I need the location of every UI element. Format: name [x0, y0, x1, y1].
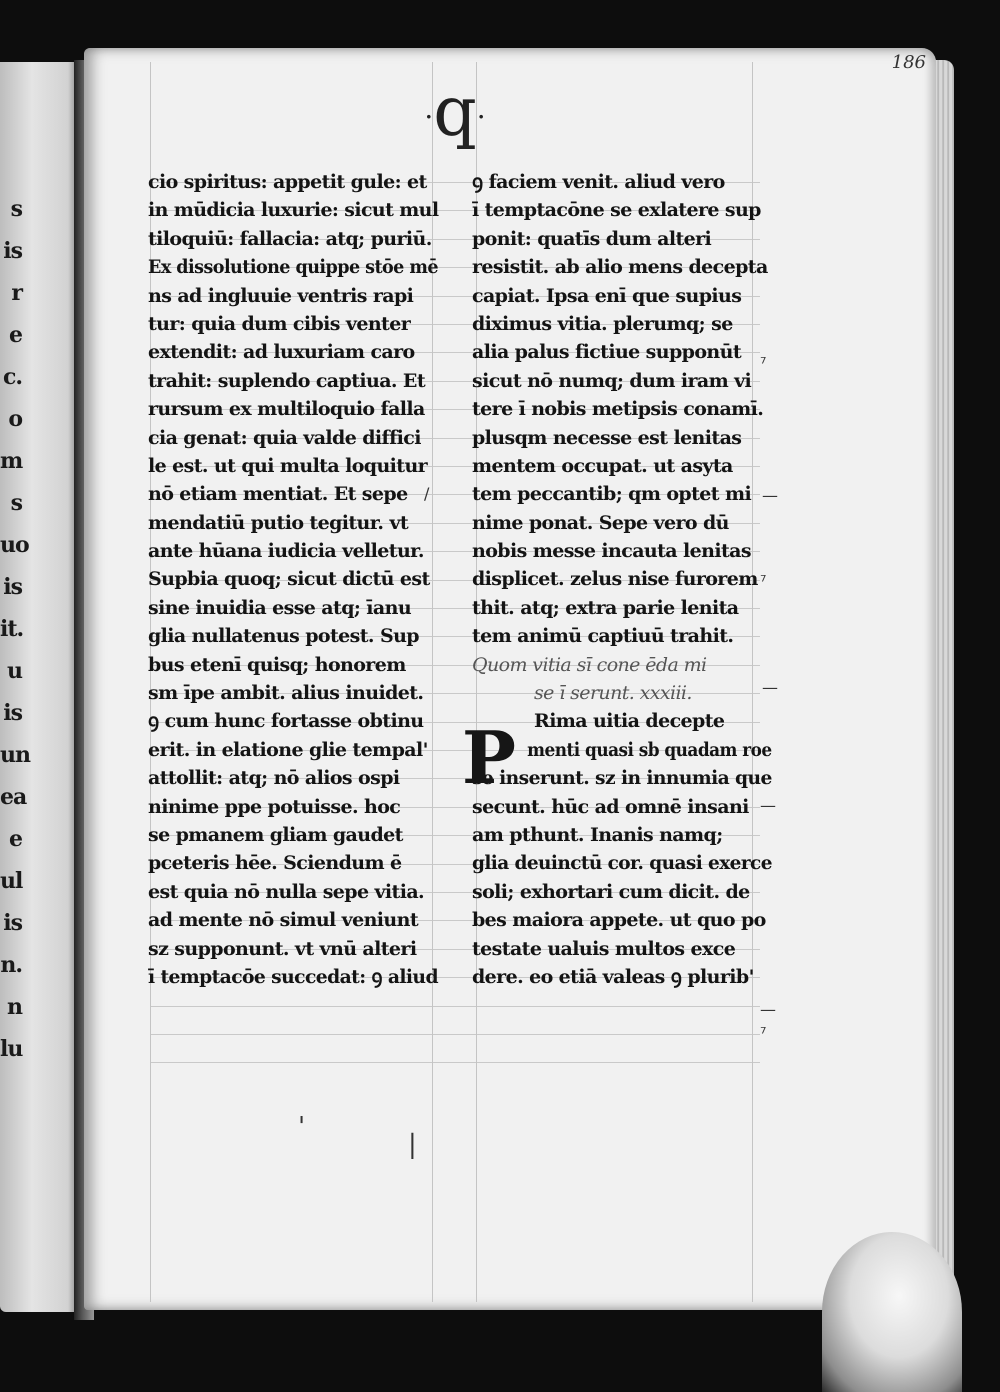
quire-dot-right: ·: [476, 100, 486, 134]
left-page-fragment: m: [0, 448, 23, 474]
text-line: se inserunt. sz in innumia que: [472, 767, 772, 790]
decorated-initial: P: [461, 715, 517, 800]
text-line: testate ualuis multos exce: [472, 937, 736, 960]
text-line: bus etenī quisq; honorem: [148, 653, 406, 676]
text-line: tem animū captiuū trahit.: [472, 625, 734, 648]
text-line: le est. ut qui multa loquitur: [148, 454, 428, 477]
text-line: rursum ex multiloquio falla: [148, 398, 425, 421]
text-line: se pmanem gliam gaudet: [148, 823, 403, 846]
margin-mark: ⁷: [760, 572, 767, 591]
stray-mark: ': [298, 1112, 306, 1142]
text-line: secunt. hūc ad omnē insani: [472, 795, 749, 818]
text-line: pceteris hēe. Sciendum ē: [148, 852, 402, 875]
text-line: sm īpe ambit. alius inuidet.: [148, 682, 424, 705]
text-line: alia palus fictiue supponūt: [472, 341, 742, 364]
text-line: tur: quia dum cibis venter: [148, 312, 411, 335]
text-line: ponit: quatīs dum alteri: [472, 227, 712, 250]
text-line: nobis messe incauta lenitas: [472, 540, 751, 563]
left-page-fragment: it.: [0, 616, 24, 642]
left-page-fragment: ea: [0, 784, 27, 810]
text-line: glia nullatenus potest. Sup: [148, 625, 419, 648]
text-line: mendatiū putio tegitur. vt: [148, 511, 409, 534]
left-page-fragment: u: [7, 658, 22, 684]
thumb-holding-page: [822, 1232, 962, 1392]
text-line: ad mente nō simul veniunt: [148, 909, 419, 932]
text-line: dere. eo etiā valeas ꝯ plurib': [472, 965, 754, 988]
text-line: ns ad ingluuie ventris rapi: [148, 284, 414, 307]
text-line: attollit: atq; nō alios ospi: [148, 767, 400, 790]
text-line: ī temptacōe succedat: ꝯ aliud: [148, 965, 438, 988]
left-page-fragment: s: [10, 196, 22, 222]
text-line: displicet. zelus nise furorem: [472, 568, 758, 591]
text-line: capiat. Ipsa enī que supius: [472, 284, 742, 307]
left-page-fragment: is: [3, 238, 22, 264]
margin-mark: ⁷: [760, 1024, 767, 1043]
margin-mark: —: [760, 796, 776, 815]
stray-mark: |: [408, 1130, 417, 1160]
ruling-line: [150, 1034, 760, 1035]
text-line: sicut nō numq; dum iram vi: [472, 369, 752, 392]
margin-mark: —: [762, 486, 778, 505]
left-page-fragment: e: [9, 322, 22, 348]
text-line: am pthunt. Inanis namq;: [472, 823, 723, 846]
text-line: soli; exhortari cum dicit. de: [472, 880, 750, 903]
previous-page-edge: [0, 62, 80, 1312]
left-page-fragment: lu: [0, 1036, 23, 1062]
quire-mark: [410, 68, 500, 168]
text-line: nō etiam mentiat. Et sepe: [148, 483, 408, 506]
left-page-fragment: is: [3, 574, 22, 600]
text-line: bes maiora appete. ut quo po: [472, 909, 766, 932]
text-line: thit. atq; extra parie lenita: [472, 596, 739, 619]
text-line: ante hūana iudicia velletur.: [148, 540, 424, 563]
margin-mark: /: [424, 484, 430, 503]
text-line: ꝯ cum hunc fortasse obtinu: [148, 710, 424, 733]
text-line: sine inuidia esse atq; īanu: [148, 596, 412, 619]
left-page-fragment: un: [0, 742, 30, 768]
text-line: diximus vitia. plerumq; se: [472, 312, 733, 335]
text-line: Rima uitia decepte: [534, 710, 725, 733]
margin-mark: —: [760, 1000, 776, 1019]
text-line: Supbia quoq; sicut dictū est: [148, 568, 430, 591]
left-page-fragment: n: [7, 994, 22, 1020]
ruling-line: [150, 1006, 760, 1007]
text-line: nime ponat. Sepe vero dū: [472, 511, 729, 534]
left-page-fragment: e: [9, 826, 22, 852]
text-line: cio spiritus: appetit gule: et: [148, 171, 427, 193]
text-line: Quom vitia sī cone ēda mi: [472, 653, 707, 676]
text-line: se ī serunt. xxxiii.: [534, 682, 692, 705]
folio-number: 186: [891, 52, 926, 73]
text-line: in mūdicia luxurie: sicut mul: [148, 199, 439, 222]
left-page-fragment: ul: [0, 868, 23, 894]
margin-mark: ⁷: [760, 354, 767, 373]
left-page-fragment: is: [3, 910, 22, 936]
text-line: tere ī nobis metipsis conamī.: [472, 398, 764, 421]
text-line: tiloquiū: fallacia: atq; puriū.: [148, 227, 432, 250]
text-line: trahit: suplendo captiua. Et: [148, 369, 425, 392]
text-column-left: [148, 168, 438, 991]
text-line: tem peccantib; qm optet mi: [472, 483, 752, 506]
left-page-fragment: r: [11, 280, 22, 306]
text-line: ninime ppe potuisse. hoc: [148, 795, 401, 818]
left-page-fragment: uo: [0, 532, 29, 558]
text-line: extendit: ad luxuriam caro: [148, 341, 415, 364]
text-line: plusqm necesse est lenitas: [472, 426, 742, 449]
left-page-fragment: n.: [0, 952, 22, 978]
quire-dot-left: ·: [424, 100, 434, 134]
left-page-fragment: c.: [2, 364, 22, 390]
text-line: ī temptacōne se exlatere sup: [472, 199, 761, 222]
left-page-fragment: s: [10, 490, 22, 516]
text-line: est quia nō nulla sepe vitia.: [148, 880, 425, 903]
text-line: resistit. ab alio mens decepta: [472, 256, 768, 279]
left-page-fragment: is: [3, 700, 22, 726]
text-line: ꝯ faciem venit. aliud vero: [472, 171, 725, 193]
text-line: glia deuinctū cor. quasi exerce: [472, 852, 772, 875]
text-line: Ex dissolutione quippe stōe mē: [148, 256, 438, 279]
text-line: menti quasi sb quadam roe: [527, 738, 772, 761]
ruling-line: [150, 1062, 760, 1063]
text-line: sz supponunt. vt vnū alteri: [148, 937, 417, 960]
margin-mark: —: [762, 678, 778, 697]
text-line: cia genat: quia valde diffici: [148, 426, 421, 449]
text-column-right: [472, 168, 772, 991]
text-line: mentem occupat. ut asyta: [472, 454, 733, 477]
left-page-fragment: o: [8, 406, 22, 432]
text-line: erit. in elatione glie tempal': [148, 738, 428, 761]
quire-letter: q: [433, 73, 477, 152]
